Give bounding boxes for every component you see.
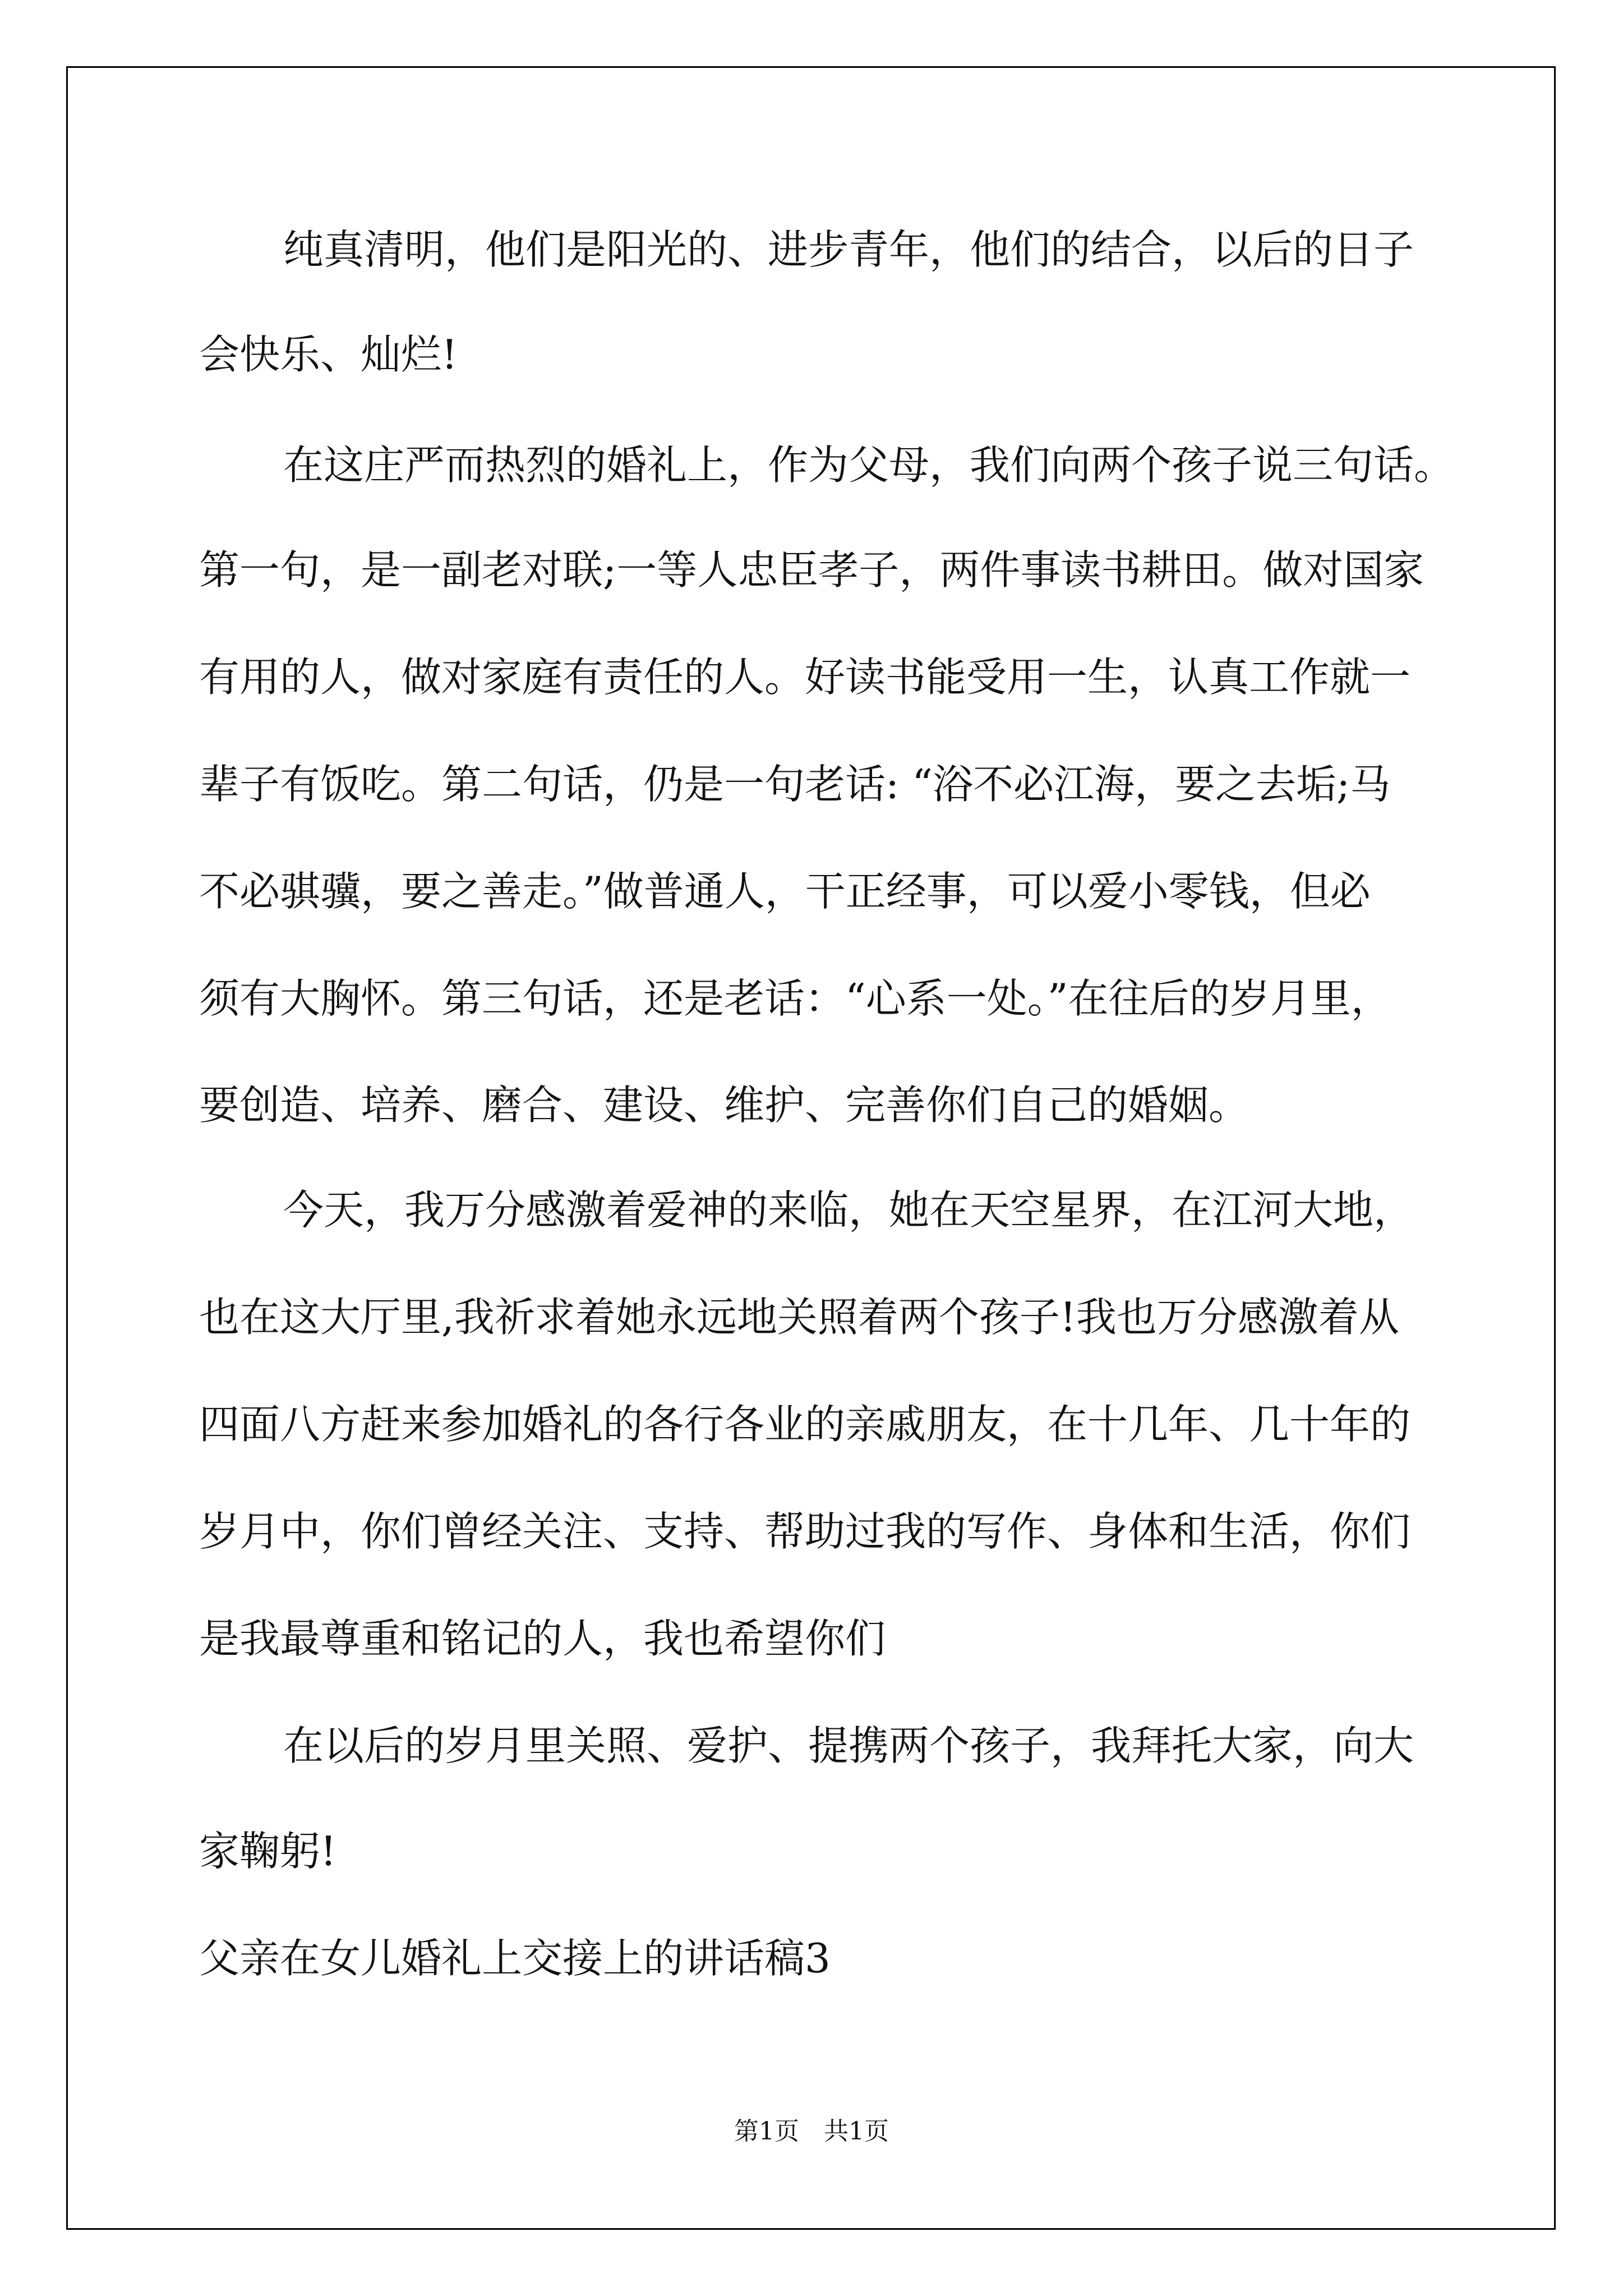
text-line: 在以后的岁月里关照、爱护、提携两个孩子，我拜托大家，向大: [283, 1722, 1414, 1769]
page-number-footer: 第1页 共1页: [734, 2117, 889, 2146]
text-line: 家鞠躬!: [199, 1828, 336, 1875]
text-line: 今天，我万分感激着爱神的来临，她在天空星界，在江河大地，: [283, 1186, 1414, 1234]
text-line: 岁月中，你们曾经关注、支持、帮助过我的写作、身体和生活，你们: [199, 1508, 1411, 1555]
text-line: 第一句，是一副老对联;一等人忠臣孝子，两件事读书耕田。做对国家: [199, 546, 1424, 593]
text-line: 须有大胸怀。第三句话，还是老话：“心系一处。”在往后的岁月里，: [199, 975, 1391, 1022]
text-line: 要创造、培养、磨合、建设、维护、完善你们自己的婚姻。: [199, 1082, 1249, 1129]
text-line: 会快乐、灿烂!: [199, 331, 458, 378]
page-border: [66, 66, 1556, 2230]
section-heading: 父亲在女儿婚礼上交接上的讲话稿3: [199, 1935, 831, 1982]
text-line: 四面八方赶来参加婚礼的各行各业的亲戚朋友，在十几年、几十年的: [199, 1401, 1411, 1448]
text-line: 在这庄严而热烈的婚礼上，作为父母，我们向两个孩子说三句话。: [283, 441, 1455, 489]
text-line: 是我最尊重和铭记的人，我也希望你们: [199, 1615, 886, 1662]
text-line: 不必骐骥，要之善走。”做普通人，干正经事，可以爱小零钱，但必: [199, 868, 1371, 915]
text-line: 有用的人，做对家庭有责任的人。好读书能受用一生，认真工作就一: [199, 654, 1411, 701]
text-line: 也在这大厅里,我祈求着她永远地关照着两个孩子!我也万分感激着从: [199, 1294, 1399, 1341]
text-line: 辈子有饭吃。第二句话，仍是一句老话: “浴不必江海，要之去垢;马: [199, 761, 1391, 808]
text-line: 纯真清明，他们是阳光的、进步青年，他们的结合，以后的日子: [283, 226, 1414, 273]
